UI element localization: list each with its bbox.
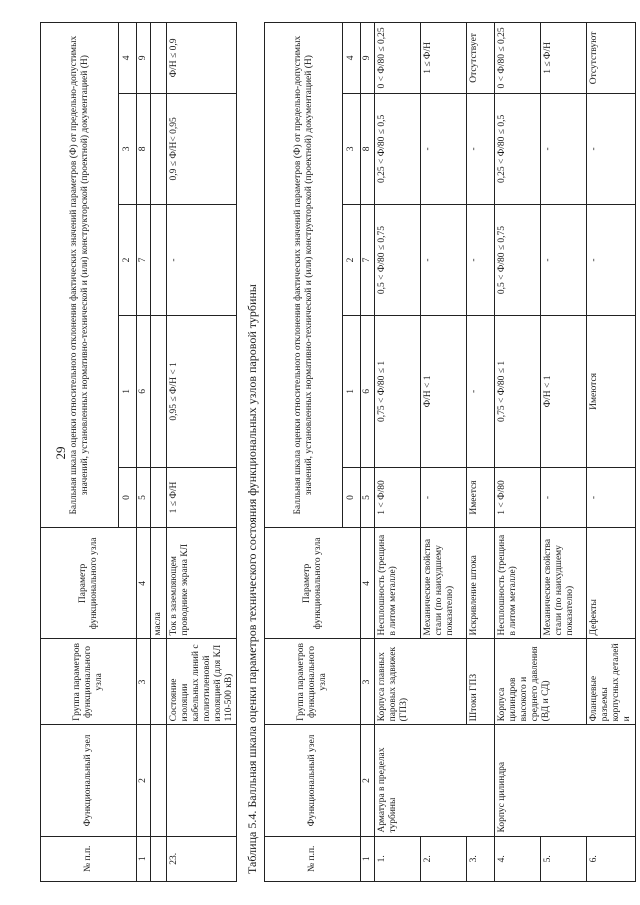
row-grade-0: 1 < Ф/80 [495,467,541,528]
header-grade: 3 [343,93,361,204]
header-no: № п.п. [41,836,137,881]
table-cell [151,23,167,94]
header-unit: Функциональный узел [41,725,137,836]
table-row [495,23,541,882]
column-number: 2 [137,725,151,836]
row-grade-3: 0,9 ≤ Ф/Н< 0,95 [166,93,237,204]
row-grade-4: Ф/Н ≤ 0,9 [166,23,237,94]
row-grade-4: 1 ≤ Ф/Н [421,23,467,94]
table-cell [151,467,167,528]
row-grade-3: - [587,93,636,204]
row-group: Фланцевые разъемы корпусных деталей и [587,639,636,725]
row-param: Механические свойства стали (по наихудшему показателю) [421,528,467,639]
header-group: Группа параметров функционального узла [265,639,361,725]
column-number: 5 [137,467,151,528]
header-param: Параметр функционального узла [265,528,361,639]
column-number: 6 [137,316,151,468]
row-group: Корпуса главных паровых задвижек (ГПЗ) [375,639,467,725]
table-cell [151,639,167,725]
header-grade: 0 [119,467,137,528]
row-grade-4: 1 ≤ Ф/Н [541,23,587,94]
row-grade-4: Отсутствует [467,23,495,94]
upper-table [40,22,237,882]
column-number: 6 [361,316,375,468]
row-grade-0: 1 < Ф/80 [375,467,421,528]
row-grade-0: - [421,467,467,528]
column-number: 1 [361,836,375,881]
row-unit: Корпус цилиндра [495,725,636,836]
row-param: Несплошность (трещина в литом металле) [375,528,421,639]
row-grade-1: 0,75 < Ф/80 ≤ 1 [495,316,541,468]
row-no: 1. [375,836,421,881]
row-grade-3: - [467,93,495,204]
row-grade-2: - [467,204,495,315]
column-number: 5 [361,467,375,528]
column-number: 9 [137,23,151,94]
header-grade: 3 [119,93,137,204]
row-grade-2: - [421,204,467,315]
header-grade: 1 [119,316,137,468]
header-grade: 1 [343,316,361,468]
column-number: 2 [361,725,375,836]
table-cell [151,836,167,881]
row-group: Состояние изоляции кабельных линий с полиэтиленовой изоляцией (для КЛ 110-500 кВ) [166,639,237,725]
header-grade: 4 [343,23,361,94]
row-grade-4: 0 < Ф/80 ≤ 0,25 [375,23,421,94]
row-grade-1: Имеются [587,316,636,468]
column-number: 7 [361,204,375,315]
column-number: 1 [137,836,151,881]
table-cell [151,725,167,836]
row-grade-2: - [541,204,587,315]
row-grade-2: 0,5 < Ф/80 ≤ 0,75 [375,204,421,315]
row-no: 5. [541,836,587,881]
header-scale: Балльная шкала оценки относительного отклонения фактических значений параметров (Ф) от предельно-допустимых значений, установленных нормативно-технической и (или) конструкторской (проектной) документацией (Н) [41,23,119,528]
row-group: Корпуса цилиндров высокого и среднего давления (ВД и СД) [495,639,587,725]
table-caption: Таблица 5.4. Балльная шкала оценки параметров технического состояния функциональных узлов паровой турбины [245,284,259,874]
row-grade-3: - [421,93,467,204]
table-row [166,23,237,882]
row-param: Дефекты [587,528,636,639]
row-grade-1: - [467,316,495,468]
header-param: Параметр функционального узла [41,528,137,639]
row-grade-1: Ф/Н < 1 [541,316,587,468]
column-number: 9 [361,23,375,94]
table-cell [151,93,167,204]
row-param: Несплошность (трещина в литом металле) [495,528,541,639]
row-no: 3. [467,836,495,881]
column-number: 8 [137,93,151,204]
row-grade-2: - [166,204,237,315]
column-number: 7 [137,204,151,315]
header-group: Группа параметров функционального узла [41,639,137,725]
row-no: 23. [166,836,237,881]
header-grade: 2 [119,204,137,315]
row-param: Ток в заземляющем проводнике экрана КЛ [166,528,237,639]
header-grade: 0 [343,467,361,528]
row-param: Механические свойства стали (по наихудшему показателю) [541,528,587,639]
row-grade-0: Имеется [467,467,495,528]
table-cell [151,316,167,468]
header-no: № п.п. [265,836,361,881]
row-grade-0: - [587,467,636,528]
row-group: Штоки ГПЗ [467,639,495,725]
header-scale: Балльная шкала оценки относительного отклонения фактических значений параметров (Ф) от предельно-допустимых значений, установленных нормативно-технической и (или) конструкторской (проектной) документацией (Н) [265,23,343,528]
row-grade-3: 0,25 < Ф/80 ≤ 0,5 [495,93,541,204]
row-grade-1: 0,95 ≤ Ф/Н < 1 [166,316,237,468]
page-number: 29 [53,446,68,460]
continuation-text: масла [151,528,167,639]
row-grade-3: - [541,93,587,204]
row-grade-3: 0,25 < Ф/80 ≤ 0,5 [375,93,421,204]
column-number: 3 [361,639,375,725]
lower-table-container [264,22,632,882]
row-grade-0: - [541,467,587,528]
rotated-page-content [40,22,632,882]
row-grade-2: 0,5 < Ф/80 ≤ 0,75 [495,204,541,315]
header-grade: 2 [343,204,361,315]
column-number: 4 [137,528,151,639]
row-grade-1: Ф/Н < 1 [421,316,467,468]
row-param: Искривление штока [467,528,495,639]
header-grade: 4 [119,23,137,94]
row-grade-2: - [587,204,636,315]
lower-table [264,22,636,882]
row-grade-4: Отсутствуют [587,23,636,94]
column-number: 8 [361,93,375,204]
column-number: 4 [361,528,375,639]
header-unit: Функциональный узел [265,725,361,836]
row-no: 6. [587,836,636,881]
row-no: 2. [421,836,467,881]
table-cell [151,204,167,315]
upper-table-container [40,22,238,882]
row-grade-1: 0,75 < Ф/80 ≤ 1 [375,316,421,468]
table-row [375,23,421,882]
column-number: 3 [137,639,151,725]
row-unit [166,725,237,836]
row-grade-4: 0 < Ф/80 ≤ 0,25 [495,23,541,94]
row-unit: Арматура в пределах турбины [375,725,495,836]
row-no: 4. [495,836,541,881]
row-grade-0: 1 ≤ Ф/Н [166,467,237,528]
